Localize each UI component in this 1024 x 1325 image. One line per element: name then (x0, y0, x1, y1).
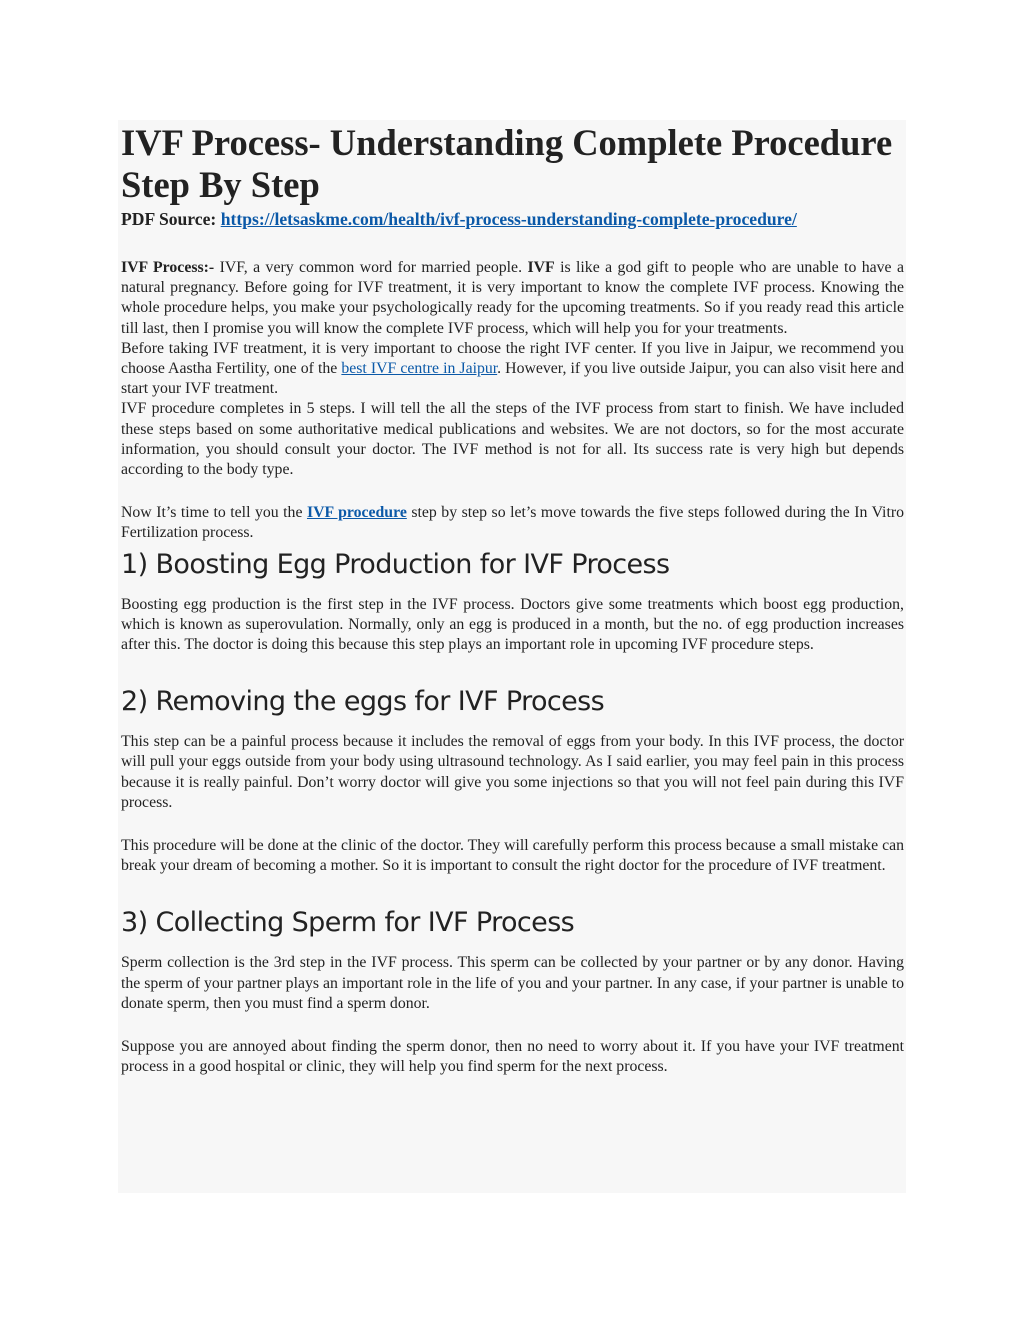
section-heading-1: 1) Boosting Egg Production for IVF Process (121, 548, 670, 580)
page-title: IVF Process- Understanding Complete Procedure Step By Step (121, 122, 893, 205)
section-2-paragraph-1: This step can be a painful process because it includes the removal of eggs from your body. In this IVF process, the doctor will pull your eggs outside from your body using ultrasound technology. As I said earlier, you may feel pain in this process because it is really painful. Don’t worry doctor will give you some injections so that you will not feel pain during this IVF process. (121, 733, 904, 811)
intro-text: step by step so let’s move towards the five steps followed during the In Vitro Fertilization process. (121, 504, 904, 542)
intro-bold-lead: IVF Process:- (121, 259, 215, 276)
intro-bold-ivf: IVF (527, 259, 555, 276)
pdf-source-link[interactable]: https://letsaskme.com/health/ivf-process-understanding-complete-procedure/ (220, 209, 797, 229)
intro-text: Before taking IVF treatment, it is very important to choose the right IVF center. If you live in Jaipur, we recommend you choose Aastha Fertility, one of the (121, 339, 904, 378)
section-1-paragraph-1: Boosting egg production is the first step in the IVF process. Doctors give some treatments which boost egg production, which is known as superovulation. Normally, only an egg is produced in a month, but the no. of egg production increases after this. The doctor is doing this because this step plays an important role in upcoming IVF procedure steps. (121, 595, 904, 654)
intro-paragraph-4 (121, 503, 904, 543)
pdf-source-label: PDF Source: (121, 209, 217, 229)
ivf-procedure-link-text: IVF procedure (306, 504, 407, 522)
ivf-procedure-link[interactable] (307, 504, 407, 521)
intro-text: Now It’s time to tell you the (121, 504, 307, 522)
document-page (118, 120, 906, 1193)
section-heading-2: 2) Removing the eggs for IVF Process (121, 686, 605, 718)
section-2-paragraph-2: This procedure will be done at the clinic of the doctor. They will carefully perform this process because a small mistake can break your dream of becoming a mother. So it is important to consult the right doctor for the procedure of IVF treatment. (121, 837, 904, 875)
intro-paragraph-1 (121, 258, 904, 339)
pdf-source-line (121, 208, 904, 231)
intro-paragraph-3: IVF procedure completes in 5 steps. I will tell the all the steps of the IVF process from start to finish. We have included these steps based on some authoritative medical publications and websites. We are not doctors, so for the most accurate information, you should consult your doctor. The IVF method is not for all. Its success rate is very high but depends according to the body type. (121, 400, 904, 479)
intro-text: IVF, a very common word for married people. (214, 259, 528, 276)
section-heading-3: 3) Collecting Sperm for IVF Process (121, 907, 575, 939)
intro-text: . However, if you live outside Jaipur, you can also visit here and start your IVF treatment. (121, 360, 904, 398)
intro-paragraph-2 (121, 339, 904, 400)
best-ivf-centre-link[interactable]: best IVF centre in Jaipur (341, 360, 498, 378)
section-3-paragraph-1: Sperm collection is the 3rd step in the IVF process. This sperm can be collected by your partner or by any donor. Having the sperm of your partner plays an important role in the life of you and your partner. In any case, if your partner is unable to donate sperm, then you must find a sperm donor. (121, 954, 904, 1012)
intro-text: is like a god gift to people who are unable to have a natural pregnancy. Before going for IVF treatment, it is very important to know the complete IVF process. Knowing the whole procedure helps, you make your psychologically ready for the upcoming treatments. So if you ready read this article till last, then I promise you will know the complete IVF process, which will help you for your treatments. (121, 259, 904, 337)
section-3-paragraph-2: Suppose you are annoyed about finding the sperm donor, then no need to worry about it. If you have your IVF treatment process in a good hospital or clinic, they will help you find sperm for the next process. (121, 1038, 904, 1076)
